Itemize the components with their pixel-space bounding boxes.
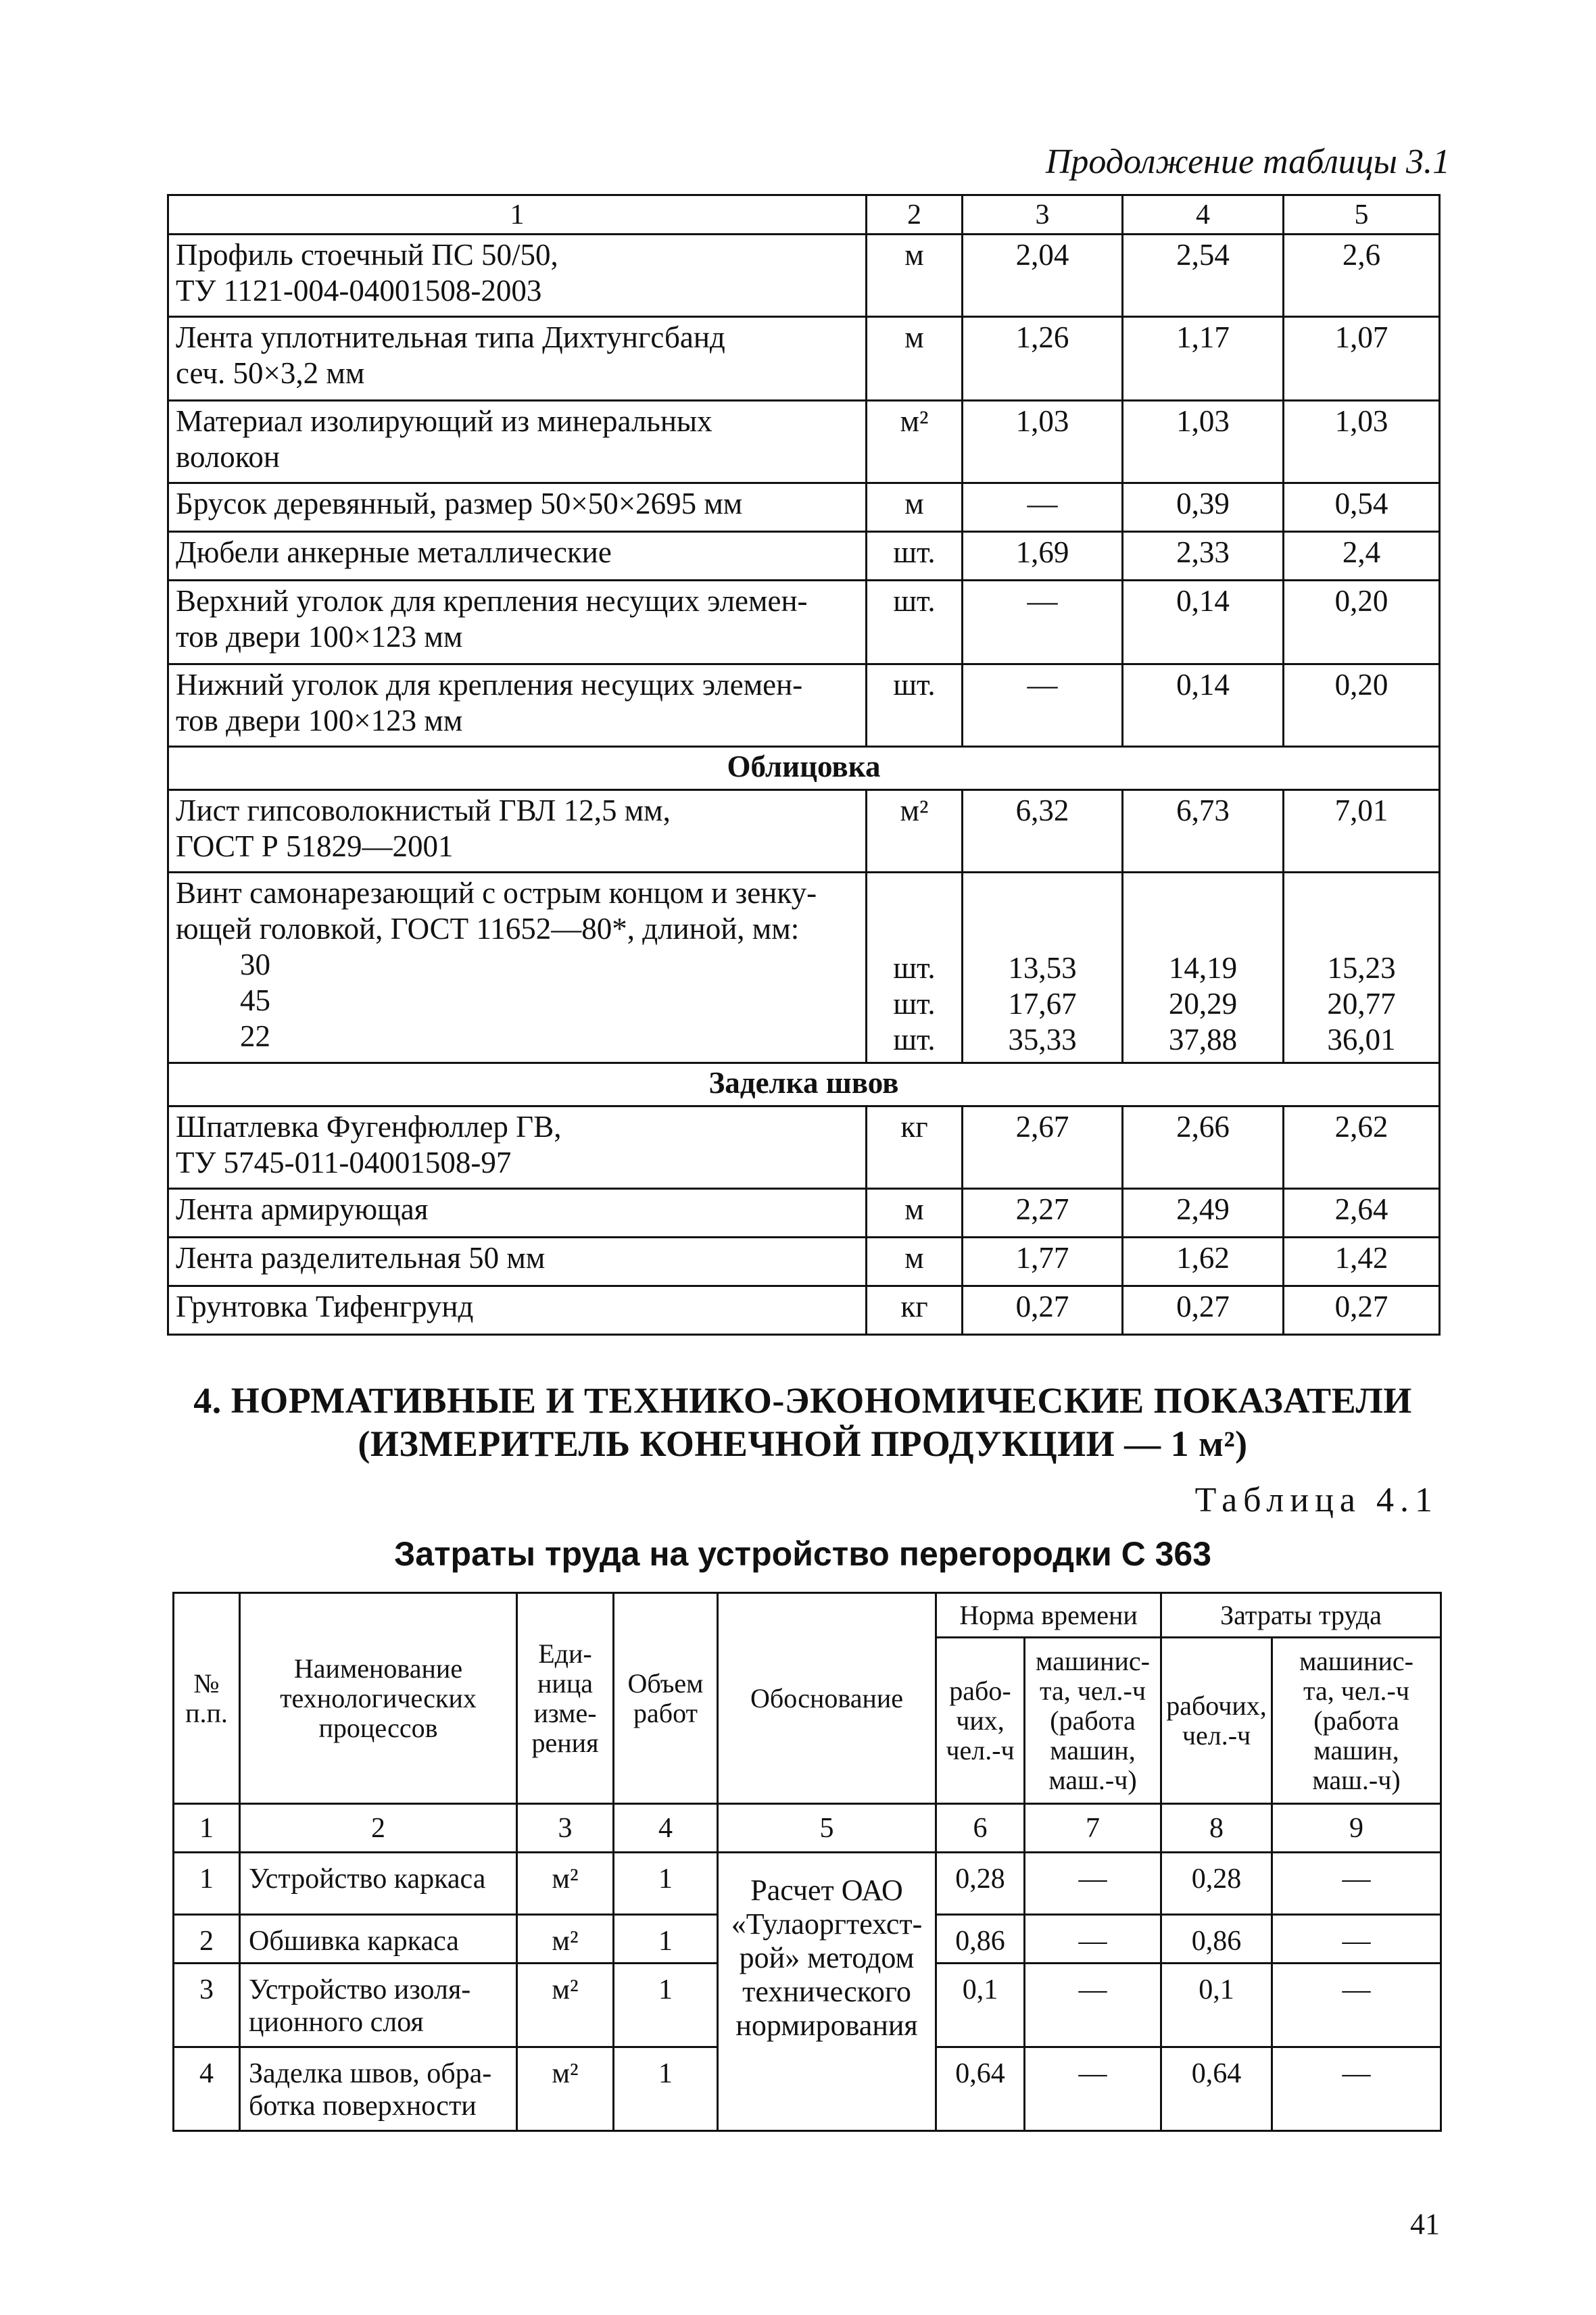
labor-machinists: — xyxy=(1272,1853,1441,1915)
value-line: 13,53 xyxy=(1008,951,1077,985)
table-continuation-caption: Продолжение таблицы 3.1 xyxy=(1045,143,1450,181)
header-time-norm: Норма времени xyxy=(936,1593,1161,1638)
col-number: 7 xyxy=(1025,1804,1161,1853)
value-col3: 2,67 xyxy=(963,1106,1123,1189)
section-row xyxy=(168,747,1440,790)
value-col3 xyxy=(963,873,1123,1063)
value-col3: 0,27 xyxy=(963,1286,1123,1335)
table-label: Таблица 4.1 xyxy=(1194,1481,1438,1519)
header-norm-machinists: машинис- та, чел.-ч (работа машин, маш.-ч) xyxy=(1025,1638,1161,1804)
material-unit: кг xyxy=(867,1106,963,1189)
value-col4: 1,17 xyxy=(1123,317,1284,401)
materials-table xyxy=(167,194,1441,1336)
table-row xyxy=(168,664,1440,747)
header-row xyxy=(174,1593,1441,1638)
labor-machinists: — xyxy=(1272,1964,1441,2047)
labor-workers: 0,86 xyxy=(1161,1915,1272,1964)
value-col5: 2,64 xyxy=(1284,1189,1440,1238)
norm-workers: 0,86 xyxy=(936,1915,1025,1964)
material-unit: м² xyxy=(867,401,963,483)
value-col5: 2,4 xyxy=(1284,532,1440,581)
material-unit: м² xyxy=(867,790,963,873)
value-col4: 1,03 xyxy=(1123,401,1284,483)
norm-machinists: — xyxy=(1025,1915,1161,1964)
value-line: 37,88 xyxy=(1168,1023,1238,1056)
material-unit: м xyxy=(867,483,963,532)
value-col4: 2,33 xyxy=(1123,532,1284,581)
value-col3: 2,27 xyxy=(963,1189,1123,1238)
page-number: 41 xyxy=(1410,2208,1440,2241)
table-row xyxy=(168,1189,1440,1238)
unit-line: шт. xyxy=(893,1023,936,1056)
material-name xyxy=(168,873,867,1063)
value-col5: 1,07 xyxy=(1284,317,1440,401)
table-row xyxy=(168,532,1440,581)
screw-description: Винт самонарезающий с острым концом и зенку- ющей головкой, ГОСТ 11652—80*, длиной, мм: xyxy=(176,876,817,946)
col-number: 1 xyxy=(168,195,867,235)
section-title-cladding: Облицовка xyxy=(168,747,1440,790)
header-volume: Объем работ xyxy=(614,1593,718,1804)
norm-workers: 0,64 xyxy=(936,2047,1025,2131)
table-row xyxy=(168,317,1440,401)
norm-machinists: — xyxy=(1025,1853,1161,1915)
header-process-name: Наименование технологических процессов xyxy=(240,1593,517,1804)
screw-length: 30 xyxy=(240,948,270,981)
value-line: 15,23 xyxy=(1327,951,1396,985)
value-col5: 1,42 xyxy=(1284,1238,1440,1286)
value-col3: 6,32 xyxy=(963,790,1123,873)
value-line: 20,77 xyxy=(1327,987,1396,1021)
section-heading xyxy=(167,1379,1438,1465)
material-name: Верхний уголок для крепления несущих элемен- тов двери 100×123 мм xyxy=(168,581,867,664)
process-name: Устройство изоля- ционного слоя xyxy=(240,1964,517,2047)
material-unit: шт. xyxy=(867,664,963,747)
col-number: 5 xyxy=(1284,195,1440,235)
header-labor-costs: Затраты труда xyxy=(1161,1593,1441,1638)
material-name: Лист гипсоволокнистый ГВЛ 12,5 мм, ГОСТ Р 51829—2001 xyxy=(168,790,867,873)
value-col3: — xyxy=(963,664,1123,747)
section-title-seams: Заделка швов xyxy=(168,1063,1440,1106)
unit: м² xyxy=(517,1853,614,1915)
col-number: 6 xyxy=(936,1804,1025,1853)
col-number: 2 xyxy=(240,1804,517,1853)
row-num: 4 xyxy=(174,2047,240,2131)
value-col4: 0,14 xyxy=(1123,581,1284,664)
material-unit: м xyxy=(867,1189,963,1238)
value-line: 35,33 xyxy=(1008,1023,1077,1056)
value-col5: 0,27 xyxy=(1284,1286,1440,1335)
table-row xyxy=(168,873,1440,1063)
section-row xyxy=(168,1063,1440,1106)
col-number: 3 xyxy=(963,195,1123,235)
value-col5: 2,6 xyxy=(1284,235,1440,317)
section-heading-line: (ИЗМЕРИТЕЛЬ КОНЕЧНОЙ ПРОДУКЦИИ — 1 м²) xyxy=(358,1423,1248,1464)
value-line: 14,19 xyxy=(1168,951,1238,985)
value-col3: 2,04 xyxy=(963,235,1123,317)
table-column-numbers xyxy=(174,1804,1441,1853)
labor-costs-table xyxy=(172,1592,1442,2132)
material-name: Нижний уголок для крепления несущих элемен- тов двери 100×123 мм xyxy=(168,664,867,747)
labor-workers: 0,28 xyxy=(1161,1853,1272,1915)
basis: Расчет ОАО «Тулаоргтехст- рой» методом технического нормирования xyxy=(718,1853,936,2131)
value-col4: 2,49 xyxy=(1123,1189,1284,1238)
value-line: 36,01 xyxy=(1327,1023,1396,1056)
col-number: 3 xyxy=(517,1804,614,1853)
value-col3: 1,03 xyxy=(963,401,1123,483)
process-name: Устройство каркаса xyxy=(240,1853,517,1915)
unit: м² xyxy=(517,1964,614,2047)
value-col4 xyxy=(1123,873,1284,1063)
value-col3: 1,77 xyxy=(963,1238,1123,1286)
col-number: 8 xyxy=(1161,1804,1272,1853)
norm-workers: 0,1 xyxy=(936,1964,1025,2047)
material-unit: м xyxy=(867,235,963,317)
material-name: Лента разделительная 50 мм xyxy=(168,1238,867,1286)
labor-workers: 0,64 xyxy=(1161,2047,1272,2131)
col-number: 1 xyxy=(174,1804,240,1853)
volume: 1 xyxy=(614,1915,718,1964)
process-name: Обшивка каркаса xyxy=(240,1915,517,1964)
header-basis: Обоснование xyxy=(718,1593,936,1804)
value-col5: 1,03 xyxy=(1284,401,1440,483)
table-row xyxy=(168,235,1440,317)
value-col5: 2,62 xyxy=(1284,1106,1440,1189)
header-norm-workers: рабо- чих, чел.-ч xyxy=(936,1638,1025,1804)
table-row xyxy=(168,483,1440,532)
value-col5: 0,54 xyxy=(1284,483,1440,532)
material-unit xyxy=(867,873,963,1063)
material-unit: м xyxy=(867,317,963,401)
screw-length: 45 xyxy=(240,983,270,1017)
labor-machinists: — xyxy=(1272,2047,1441,2131)
value-col3: 1,26 xyxy=(963,317,1123,401)
value-col3: — xyxy=(963,483,1123,532)
value-col4: 6,73 xyxy=(1123,790,1284,873)
material-unit: шт. xyxy=(867,532,963,581)
table-row xyxy=(168,1106,1440,1189)
value-col3: 1,69 xyxy=(963,532,1123,581)
table-column-numbers xyxy=(168,195,1440,235)
header-unit: Еди- ница изме- рения xyxy=(517,1593,614,1804)
norm-machinists: — xyxy=(1025,2047,1161,2131)
volume: 1 xyxy=(614,1853,718,1915)
material-unit: м xyxy=(867,1238,963,1286)
header-num: № п.п. xyxy=(174,1593,240,1804)
unit-line: шт. xyxy=(893,951,936,985)
value-col5 xyxy=(1284,873,1440,1063)
value-col4: 0,14 xyxy=(1123,664,1284,747)
material-name: Лента армирующая xyxy=(168,1189,867,1238)
value-col5: 7,01 xyxy=(1284,790,1440,873)
material-name: Лента уплотнительная типа Дихтунгсбанд сеч. 50×3,2 мм xyxy=(168,317,867,401)
value-col5: 0,20 xyxy=(1284,581,1440,664)
material-name: Шпатлевка Фугенфюллер ГВ, ТУ 5745-011-04001508-97 xyxy=(168,1106,867,1189)
table-row xyxy=(168,1286,1440,1335)
labor-workers: 0,1 xyxy=(1161,1964,1272,2047)
table-row xyxy=(168,790,1440,873)
material-unit: кг xyxy=(867,1286,963,1335)
value-line: 17,67 xyxy=(1008,987,1077,1021)
unit-line: шт. xyxy=(893,987,936,1021)
col-number: 5 xyxy=(718,1804,936,1853)
material-unit: шт. xyxy=(867,581,963,664)
material-name: Грунтовка Тифенгрунд xyxy=(168,1286,867,1335)
section-heading-line: 4. НОРМАТИВНЫЕ И ТЕХНИКО-ЭКОНОМИЧЕСКИЕ ПОКАЗАТЕЛИ xyxy=(193,1380,1412,1421)
norm-workers: 0,28 xyxy=(936,1853,1025,1915)
labor-machinists: — xyxy=(1272,1915,1441,1964)
value-col3: — xyxy=(963,581,1123,664)
row-num: 2 xyxy=(174,1915,240,1964)
row-num: 3 xyxy=(174,1964,240,2047)
norm-machinists: — xyxy=(1025,1964,1161,2047)
value-col4: 2,66 xyxy=(1123,1106,1284,1189)
col-number: 2 xyxy=(867,195,963,235)
volume: 1 xyxy=(614,1964,718,2047)
table-row xyxy=(168,1238,1440,1286)
value-col4: 2,54 xyxy=(1123,235,1284,317)
unit: м² xyxy=(517,1915,614,1964)
col-number: 4 xyxy=(1123,195,1284,235)
header-labor-machinists: машинис- та, чел.-ч (работа машин, маш.-ч) xyxy=(1272,1638,1441,1804)
value-col4: 0,39 xyxy=(1123,483,1284,532)
value-col4: 1,62 xyxy=(1123,1238,1284,1286)
material-name: Профиль стоечный ПС 50/50, ТУ 1121-004-04001508-2003 xyxy=(168,235,867,317)
value-line: 20,29 xyxy=(1168,987,1238,1021)
screw-length: 22 xyxy=(240,1019,270,1053)
row-num: 1 xyxy=(174,1853,240,1915)
table-title: Затраты труда на устройство перегородки С 363 xyxy=(393,1535,1212,1573)
header-labor-workers: рабочих, чел.-ч xyxy=(1161,1638,1272,1804)
material-name: Брусок деревянный, размер 50×50×2695 мм xyxy=(168,483,867,532)
value-col5: 0,20 xyxy=(1284,664,1440,747)
col-number: 4 xyxy=(614,1804,718,1853)
table-row xyxy=(168,401,1440,483)
process-name: Заделка швов, обра- ботка поверхности xyxy=(240,2047,517,2131)
table-row xyxy=(174,1853,1441,1915)
material-name: Материал изолирующий из минеральных волокон xyxy=(168,401,867,483)
material-name: Дюбели анкерные металлические xyxy=(168,532,867,581)
value-col4: 0,27 xyxy=(1123,1286,1284,1335)
table-row xyxy=(168,581,1440,664)
col-number: 9 xyxy=(1272,1804,1441,1853)
unit: м² xyxy=(517,2047,614,2131)
volume: 1 xyxy=(614,2047,718,2131)
